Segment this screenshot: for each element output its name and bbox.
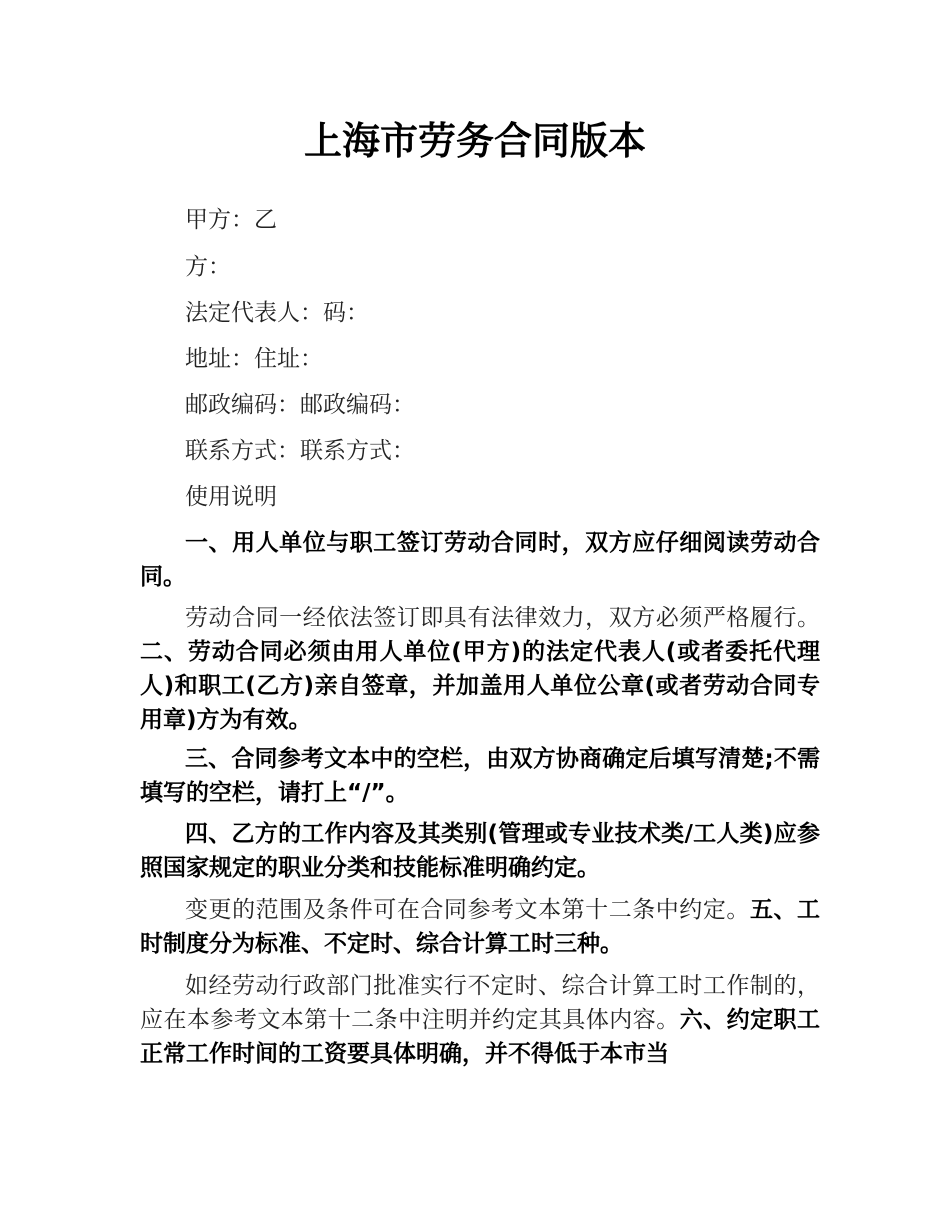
paragraph-5-bold: 五、工时制度分为标准、不定时、综合计算工时三种。: [140, 897, 821, 957]
field-party-a: 甲方：乙: [185, 207, 277, 233]
field-contact: 联系方式：联系方式：: [185, 438, 415, 464]
field-postal-code: 邮政编码：邮政编码：: [185, 392, 415, 418]
field-legal-representative: 法定代表人：码：: [185, 300, 369, 326]
paragraph-6-normal: 如经劳动行政部门批准实行不定时、综合计算工时工作制的，应在本参考文本第十二条中注明并约定其具体内容。: [140, 973, 820, 1033]
field-address: 地址：住址：: [185, 346, 323, 372]
paragraph-4-text: 四、乙方的工作内容及其类别(管理或专业技术类/工人类)应参照国家规定的职业分类和技能标准明确约定。: [140, 821, 820, 881]
paragraph-6-bold: 六、约定职工正常工作时间的工资要具体明确，并不得低于本市当: [140, 1007, 821, 1067]
paragraph-1-text: 一、用人单位与职工签订劳动合同时，双方应仔细阅读劳动合同。: [140, 530, 820, 590]
paragraph-3: [140, 742, 820, 810]
paragraph-3-text: 三、合同参考文本中的空栏，由双方协商确定后填写清楚;不需填写的空栏，请打上“/”。: [140, 746, 820, 806]
paragraph-1: [140, 526, 820, 594]
paragraph-6: [140, 969, 820, 1071]
field-party-b: 方：: [185, 254, 231, 280]
paragraph-2: [140, 601, 820, 737]
paragraph-2-normal: 劳动合同一经依法签订即具有法律效力，双方必须严格履行。: [185, 605, 820, 631]
paragraph-4: [140, 817, 820, 885]
instructions-heading: 使用说明: [185, 484, 277, 510]
document-title: 上海市劳务合同版本: [303, 119, 646, 163]
paragraph-5: [140, 893, 820, 961]
paragraph-2-bold: 二、劳动合同必须由用人单位(甲方)的法定代表人(或者委托代理人)和职工(乙方)亲自签章，并加盖用人单位公章(或者劳动合同专用章)方为有效。: [140, 639, 820, 733]
paragraph-5-normal: 变更的范围及条件可在合同参考文本第十二条中约定。: [185, 897, 750, 923]
